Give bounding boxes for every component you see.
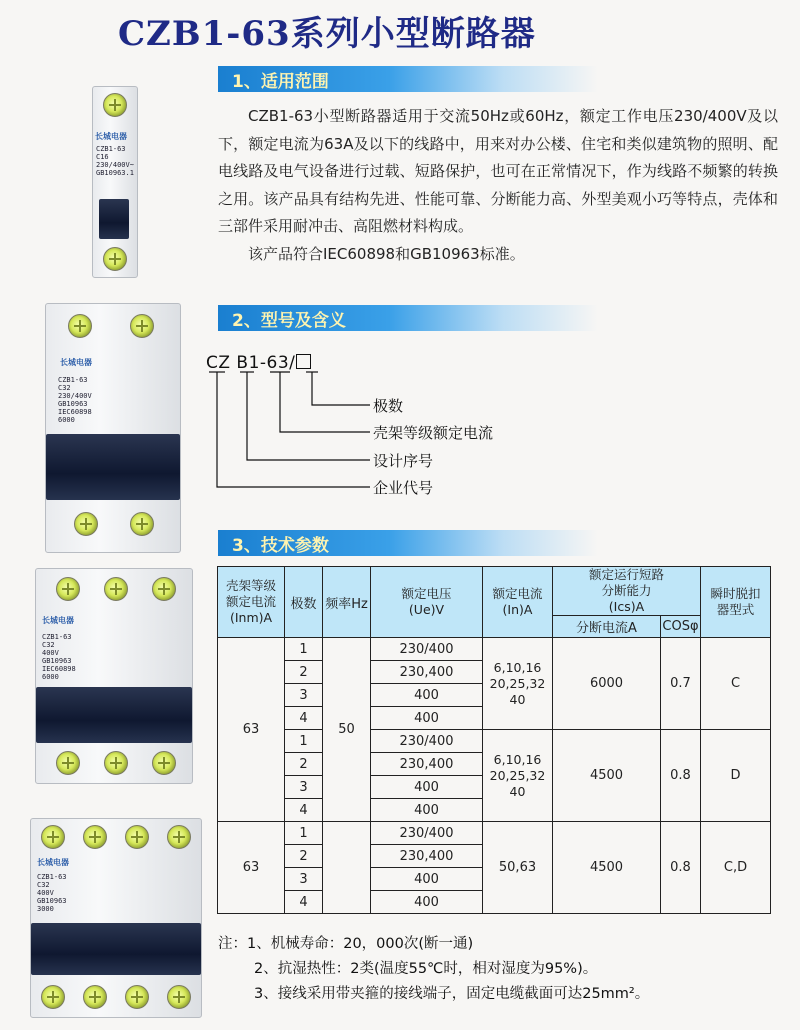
breaker-label: CZB1-63 C16 230/400V~ GB10963.1 bbox=[96, 145, 134, 177]
breaking-cell: 6000 bbox=[553, 638, 661, 730]
breaking-cell: 4500 bbox=[553, 730, 661, 822]
frame-current-cell: 63 bbox=[218, 822, 285, 914]
section-title: 2、型号及含义 bbox=[232, 311, 346, 331]
breaker-label: CZB1-63 C32 400V GB10963 3000 bbox=[37, 873, 67, 913]
terminal-screw-icon bbox=[130, 314, 154, 338]
header-cos-phi: COSφ bbox=[661, 616, 701, 638]
pole-cell: 1 bbox=[285, 822, 323, 845]
notes bbox=[218, 932, 649, 1007]
voltage-cell: 400 bbox=[371, 684, 483, 707]
model-label-poles: 极数 bbox=[373, 397, 404, 415]
note-3: 3、接线采用带夹箍的接线端子，固定电缆截面可达25mm²。 bbox=[254, 986, 650, 1002]
model-code-text: CZ B1-63/ bbox=[206, 353, 296, 373]
breaker-label: CZB1-63 C32 400V GB10963 IEC60898 6000 bbox=[42, 633, 76, 681]
pole-cell: 4 bbox=[285, 707, 323, 730]
pole-cell: 2 bbox=[285, 661, 323, 684]
voltage-cell: 230/400 bbox=[371, 638, 483, 661]
cos-cell: 0.8 bbox=[661, 822, 701, 914]
frequency-cell-empty bbox=[323, 822, 371, 914]
terminal-screw-icon bbox=[152, 751, 176, 775]
breaker-image-2p bbox=[45, 303, 181, 553]
voltage-cell: 400 bbox=[371, 776, 483, 799]
pole-cell: 4 bbox=[285, 891, 323, 914]
header-current: 额定电流 (In)A bbox=[483, 567, 553, 638]
section-title: 3、技术参数 bbox=[232, 536, 329, 556]
pole-placeholder-box bbox=[296, 354, 311, 369]
terminal-screw-icon bbox=[56, 751, 80, 775]
frame-current-cell: 63 bbox=[218, 638, 285, 822]
terminal-screw-icon bbox=[41, 825, 65, 849]
terminal-screw-icon bbox=[167, 985, 191, 1009]
pole-cell: 1 bbox=[285, 730, 323, 753]
pole-cell: 1 bbox=[285, 638, 323, 661]
brand-logo: 长城电器 bbox=[95, 132, 127, 141]
note-1: 注：1、机械寿命：20，000次(断一通) bbox=[218, 936, 474, 952]
section-header-scope bbox=[218, 66, 598, 92]
brand-logo: 长城电器 bbox=[60, 358, 92, 367]
breaker-handle bbox=[31, 923, 201, 975]
terminal-screw-icon bbox=[103, 247, 127, 271]
pole-cell: 2 bbox=[285, 753, 323, 776]
terminal-screw-icon bbox=[104, 577, 128, 601]
spec-table bbox=[217, 566, 771, 914]
section-header-model bbox=[218, 305, 598, 331]
intro-paragraph: CZB1-63小型断路器适用于交流50Hz或60Hz，额定工作电压230/400V及以下，额定电流为63A及以下的线路中，用来对办公楼、住宅和类似建筑物的照明、配电线路及电气设备进行过载、短路保护，也可在正常情况下，作为线路不频繁的转换之用。该产品具有结构先进、性能可靠、分断能力高、外型美观小巧等特点，壳体和三部件采用耐冲击、高阻燃材料构成。 bbox=[218, 107, 778, 235]
breaker-image-1p bbox=[92, 86, 138, 278]
cos-cell: 0.8 bbox=[661, 730, 701, 822]
header-frequency: 频率Hz bbox=[323, 567, 371, 638]
terminal-screw-icon bbox=[152, 577, 176, 601]
voltage-cell: 400 bbox=[371, 707, 483, 730]
trip-cell: D bbox=[701, 730, 771, 822]
model-diagram-lines bbox=[200, 370, 380, 500]
terminal-screw-icon bbox=[83, 985, 107, 1009]
intro-text bbox=[218, 103, 778, 268]
current-cell: 50,63 bbox=[483, 822, 553, 914]
section-title: 1、适用范围 bbox=[232, 72, 329, 92]
section-header-specs bbox=[218, 530, 598, 556]
terminal-screw-icon bbox=[103, 93, 127, 117]
header-trip-type: 瞬时脱扣 器型式 bbox=[701, 567, 771, 638]
terminal-screw-icon bbox=[125, 825, 149, 849]
pole-cell: 2 bbox=[285, 845, 323, 868]
terminal-screw-icon bbox=[130, 512, 154, 536]
breaker-label: CZB1-63 C32 230/400V GB10963 IEC60898 6000 bbox=[58, 376, 92, 424]
brand-logo: 长城电器 bbox=[42, 616, 74, 625]
terminal-screw-icon bbox=[74, 512, 98, 536]
breaker-handle bbox=[99, 199, 129, 239]
header-poles: 极数 bbox=[285, 567, 323, 638]
breaker-handle bbox=[46, 434, 180, 500]
terminal-screw-icon bbox=[68, 314, 92, 338]
voltage-cell: 230/400 bbox=[371, 730, 483, 753]
pole-cell: 3 bbox=[285, 684, 323, 707]
header-breaking-capacity: 额定运行短路 分断能力 (Ics)A bbox=[553, 567, 701, 616]
current-cell: 6,10,16 20,25,32 40 bbox=[483, 730, 553, 822]
brand-logo: 长城电器 bbox=[37, 858, 69, 867]
breaker-handle bbox=[36, 687, 192, 743]
breaker-image-3p bbox=[35, 568, 193, 784]
voltage-cell: 230,400 bbox=[371, 845, 483, 868]
voltage-cell: 230/400 bbox=[371, 822, 483, 845]
header-voltage: 额定电压 (Ue)V bbox=[371, 567, 483, 638]
voltage-cell: 400 bbox=[371, 891, 483, 914]
pole-cell: 3 bbox=[285, 776, 323, 799]
frequency-cell: 50 bbox=[323, 638, 371, 822]
breaking-cell: 4500 bbox=[553, 822, 661, 914]
terminal-screw-icon bbox=[56, 577, 80, 601]
header-frame-current: 壳架等级 额定电流 (Inm)A bbox=[218, 567, 285, 638]
pole-cell: 4 bbox=[285, 799, 323, 822]
trip-cell: C bbox=[701, 638, 771, 730]
voltage-cell: 230,400 bbox=[371, 753, 483, 776]
terminal-screw-icon bbox=[104, 751, 128, 775]
page-title: CZB1-63系列小型断路器 bbox=[118, 14, 536, 54]
terminal-screw-icon bbox=[83, 825, 107, 849]
cos-cell: 0.7 bbox=[661, 638, 701, 730]
pole-cell: 3 bbox=[285, 868, 323, 891]
breaker-image-4p bbox=[30, 818, 202, 1018]
header-break-current: 分断电流A bbox=[553, 616, 661, 638]
note-2: 2、抗湿热性：2类(温度55℃时，相对湿度为95%)。 bbox=[254, 961, 598, 977]
voltage-cell: 230,400 bbox=[371, 661, 483, 684]
standard-paragraph: 该产品符合IEC60898和GB10963标准。 bbox=[248, 244, 525, 263]
terminal-screw-icon bbox=[167, 825, 191, 849]
model-label-frame-current: 壳架等级额定电流 bbox=[373, 424, 494, 442]
current-cell: 6,10,16 20,25,32 40 bbox=[483, 638, 553, 730]
terminal-screw-icon bbox=[125, 985, 149, 1009]
terminal-screw-icon bbox=[41, 985, 65, 1009]
trip-cell: C,D bbox=[701, 822, 771, 914]
model-label-design-no: 设计序号 bbox=[373, 452, 434, 470]
model-label-company-code: 企业代号 bbox=[373, 479, 434, 497]
voltage-cell: 400 bbox=[371, 868, 483, 891]
voltage-cell: 400 bbox=[371, 799, 483, 822]
